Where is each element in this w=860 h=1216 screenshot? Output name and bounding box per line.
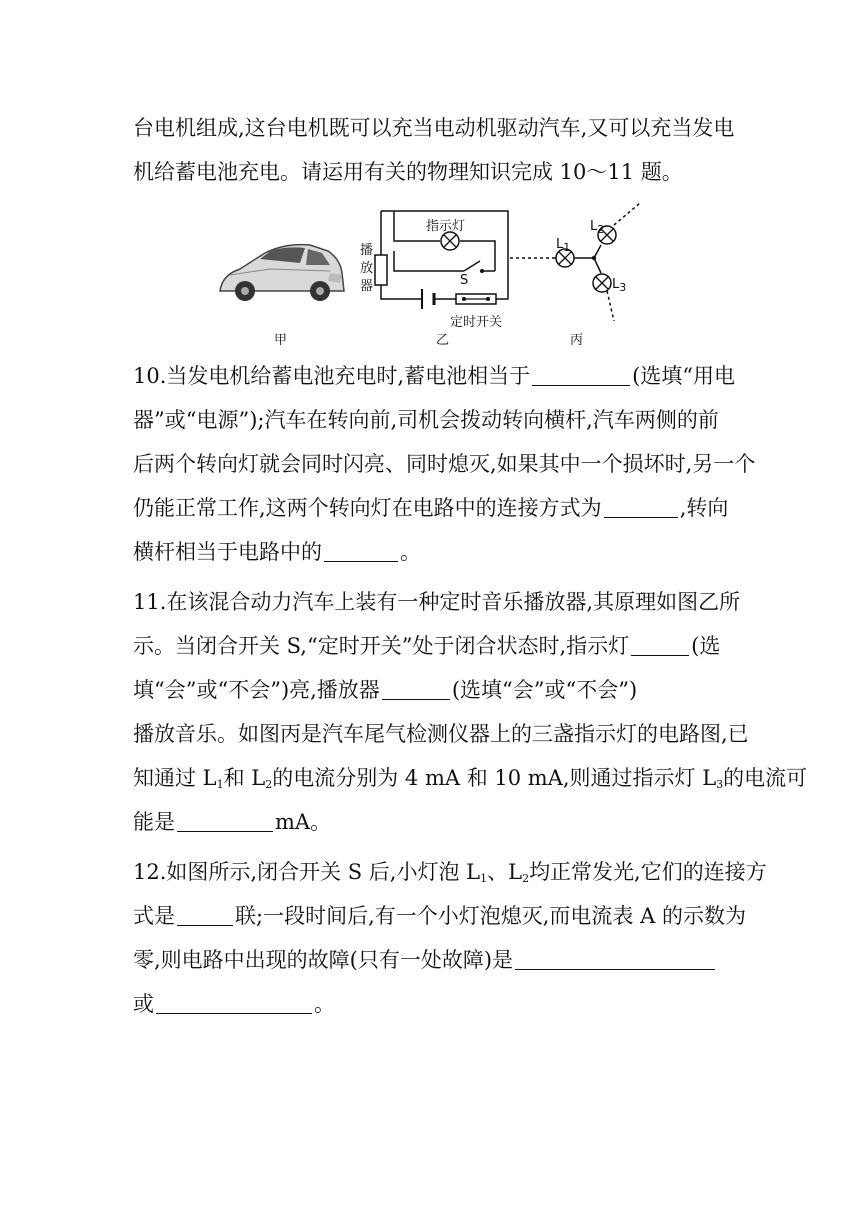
q11-line-6: 能是 mA。 [133, 810, 332, 834]
q10-line-2: 器”或“电源”);汽车在转向前,司机会拨动转向横杆,汽车两侧的前 [133, 408, 719, 432]
caption-yi: 乙 [436, 333, 450, 348]
switch-s-label: S [460, 273, 469, 288]
q10-blank-2[interactable] [604, 497, 678, 518]
q10-line-1: 10.当发电机给蓄电池充电时,蓄电池相当于 (选填“用电 [133, 364, 736, 388]
timer-switch-label: 定时开关 [450, 315, 503, 330]
q12-line-4: 或 。 [133, 992, 335, 1016]
q11-blank-2[interactable] [382, 679, 450, 700]
car-image [220, 245, 344, 301]
l1-label: $L_1$ [556, 237, 571, 254]
intro-line-2: 机给蓄电池充电。请运用有关的物理知识完成 10～11 题。 [133, 160, 683, 184]
q11-line-2: 示。当闭合开关 S,“定时开关”处于闭合状态时,指示灯 (选 [133, 634, 721, 658]
figure-group [210, 203, 650, 349]
q12-blank-1[interactable] [177, 905, 233, 926]
q12-blank-3[interactable] [156, 993, 312, 1014]
q12-blank-2[interactable] [515, 949, 715, 970]
l3-label: $L_3$ [612, 277, 627, 294]
q11-line-4: 播放音乐。如图丙是汽车尾气检测仪器上的三盏指示灯的电路图,已 [133, 722, 749, 746]
q11-blank-3[interactable] [177, 811, 273, 832]
q10-blank-1[interactable] [532, 365, 630, 386]
q11-line-3: 填“会”或“不会”)亮,播放器 (选填“会”或“不会”) [133, 678, 638, 702]
player-label-3: 器 [360, 279, 374, 294]
caption-bing: 丙 [570, 333, 584, 348]
q10-line-5: 横杆相当于电路中的 。 [133, 540, 421, 564]
q11-line-1: 11.在该混合动力汽车上装有一种定时音乐播放器,其原理如图乙所 [133, 590, 741, 614]
q12-line-3: 零,则电路中出现的故障(只有一处故障)是 [133, 945, 733, 975]
indicator-lamp-label: 指示灯 [426, 219, 466, 234]
q12-line-1: 12.如图所示,闭合开关 S 后,小灯泡 $L_1$、$L_2$均正常发光,它们的连接方 [133, 860, 767, 885]
q10-line-4: 仍能正常工作,这两个转向灯在电路中的连接方式为 ,转向 [133, 496, 729, 520]
q11-blank-1[interactable] [631, 635, 689, 656]
intro-line-1: 台电机组成,这台电机既可以充当电动机驱动汽车,又可以充当发电 [133, 116, 735, 140]
l2-label: $L_2$ [590, 219, 605, 236]
caption-jia: 甲 [274, 333, 288, 348]
q12-line-2: 式是 联;一段时间后,有一个小灯泡熄灭,而电流表 A 的示数为 [133, 904, 746, 928]
player-label-2: 放 [360, 261, 374, 276]
q10-line-3: 后两个转向灯就会同时闪亮、同时熄灭,如果其中一个损坏时,另一个 [133, 452, 756, 476]
q11-line-5: 知通过 $L_1$和 $L_2$的电流分别为 4 mA 和 10 mA,则通过指示灯 $L_3$的电流可 [133, 766, 808, 791]
q10-blank-3[interactable] [324, 541, 398, 562]
player-label-1: 播 [360, 243, 374, 258]
